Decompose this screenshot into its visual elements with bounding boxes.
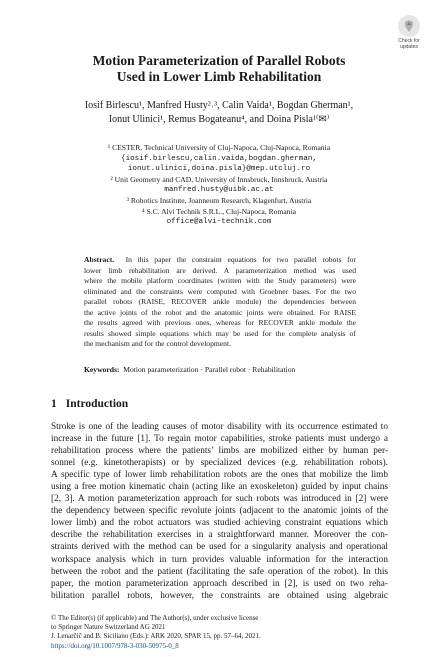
body-line: sonnel (e.g. kinetotherapists) or by specialized devices (e.g. rehabilitation robots). xyxy=(51,458,388,469)
abstract-line: results showed simple equations which may be used for the complete analysis of xyxy=(84,328,356,338)
abstract-line xyxy=(84,255,356,266)
abstract-label: Abstract. xyxy=(84,255,115,264)
body-line: straints derived with the method can be used for a singularity analysis and operational xyxy=(51,542,388,553)
section-heading xyxy=(51,398,128,410)
affiliation-3: ³ Robotics Institute, Joanneum Research, Klagenfurt, Austria xyxy=(126,195,312,205)
body-line: workspace analysis which in turn provides valuable information for the interaction xyxy=(51,554,388,565)
abstract-line: eliminated and the constraints were computed with Groebner bases. For the two xyxy=(84,286,356,296)
email-husty[interactable]: manfred.husty@uibk.ac.at xyxy=(164,186,274,195)
check-for-updates-badge[interactable] xyxy=(392,15,426,50)
abstract xyxy=(84,255,356,350)
affiliation-2: ² Unit Geometry and CAD, University of Innsbruck, Innsbruck, Austria xyxy=(110,174,328,184)
introduction-text xyxy=(51,421,388,602)
abstract-text: In this paper the constraint equations for two parallel robots for xyxy=(125,255,356,264)
affiliation-1: ¹ CESTER, Technical University of Cluj-Napoca, Cluj-Napoca, Romania xyxy=(107,143,331,152)
keywords xyxy=(84,365,356,375)
body-line: paper, the motion parameterization approach described in [2], is used on two reha- xyxy=(51,578,388,589)
copyright-footer xyxy=(51,614,261,651)
copyright-line: to Springer Nature Switzerland AG 2021 xyxy=(51,623,166,632)
body-line: increase in the future [1]. To regain motor capabilities, stroke patients must undergo a xyxy=(51,434,388,445)
body-line: A specific type of lower limb rehabilitation robots are the ones that mobilize the limb xyxy=(51,470,388,481)
body-line: Stroke is one of the leading causes of motor disability with its occurrence estimated to xyxy=(51,422,388,432)
abstract-line: lower limb rehabilitation are derived. A parameterization method was used xyxy=(84,265,356,275)
paper-title: Motion Parameterization of Parallel Robots Used in Lower Limb Rehabilitation xyxy=(92,53,346,84)
author-line-2: Ionut Ulinici¹, Remus Bogateanu⁴, and Doina Pisla¹⁽✉⁾ xyxy=(108,114,330,125)
doi-link[interactable]: https://doi.org/10.1007/978-3-030-50975-0_8 xyxy=(51,641,179,650)
check-for-updates-icon xyxy=(398,15,420,37)
email-group-2[interactable]: ionut.ulinici,doina.pisla}@mep.utcluj.ro xyxy=(127,165,311,174)
email-alvi[interactable]: office@alvi-technik.com xyxy=(166,218,272,227)
body-line: lower limb) and the robot actuators was studied achieving constraint equations which xyxy=(51,518,388,529)
section-title: Introduction xyxy=(65,398,129,410)
email-group-1[interactable]: {iosif.birlescu,calin.vaida,bogdan.gherman, xyxy=(121,154,317,163)
keywords-list: Motion parameterization · Parallel robot · Rehabilitation xyxy=(123,365,296,374)
keywords-label: Keywords: xyxy=(84,365,120,374)
abstract-line: parallel robots (RAISE, RECOVER ankle module) the dependencies between xyxy=(84,297,356,307)
abstract-line: where the mobile platform coordinates (written with the Study parameters) were xyxy=(84,276,356,286)
body-line: rehabilitation process where the patients’ limbs are mobilized either by human per- xyxy=(51,446,388,457)
citation-line: J. Lenarčič and B. Siciliano (Eds.): ARK 2020, SPAR 15, pp. 57–64, 2021. xyxy=(51,632,261,641)
affiliations xyxy=(40,143,398,228)
body-line: between the robot and the patient (facilitating the safe operation of the robot). In this xyxy=(51,566,388,577)
check-for-updates-label: Check for updates xyxy=(398,38,420,50)
abstract-line: the mechanism and for the control development. xyxy=(84,339,231,349)
body-line: describe the rehabilitation exercises in a straightforward manner. Moreover the con- xyxy=(51,530,388,541)
copyright-line: © The Editor(s) (if applicable) and The Author(s), under exclusive license xyxy=(51,614,259,622)
affiliation-4: ⁴ S.C. Alvi Technik S.R.L., Cluj-Napoca, Romania xyxy=(141,206,297,216)
abstract-line: the active joints of the robot and the anatomic joints were obtained. For RAISE xyxy=(84,307,356,317)
section-number: 1 xyxy=(51,398,57,410)
body-line: the dependency between specific revolute joints (adjacent to the anatomic joints of the xyxy=(51,506,388,517)
author-list xyxy=(40,99,398,127)
author-line-1: Iosif Birlescu¹, Manfred Husty²˒³, Calin Vaida¹, Bogdan Gherman¹, xyxy=(84,100,354,111)
body-line: using a free motion kinematic chain (acting like an exoskeleton) guided by input chains xyxy=(51,482,388,493)
abstract-line: the results agreed with previous ones, whereas for RECOVER ankle module the xyxy=(84,318,356,328)
body-line: [2, 3]. A motion parameterization approach for such robots was introduced in [2] were xyxy=(51,494,388,505)
body-line: bilitation parallel robots, however, the constraints are obtained using algebraic xyxy=(51,590,388,601)
